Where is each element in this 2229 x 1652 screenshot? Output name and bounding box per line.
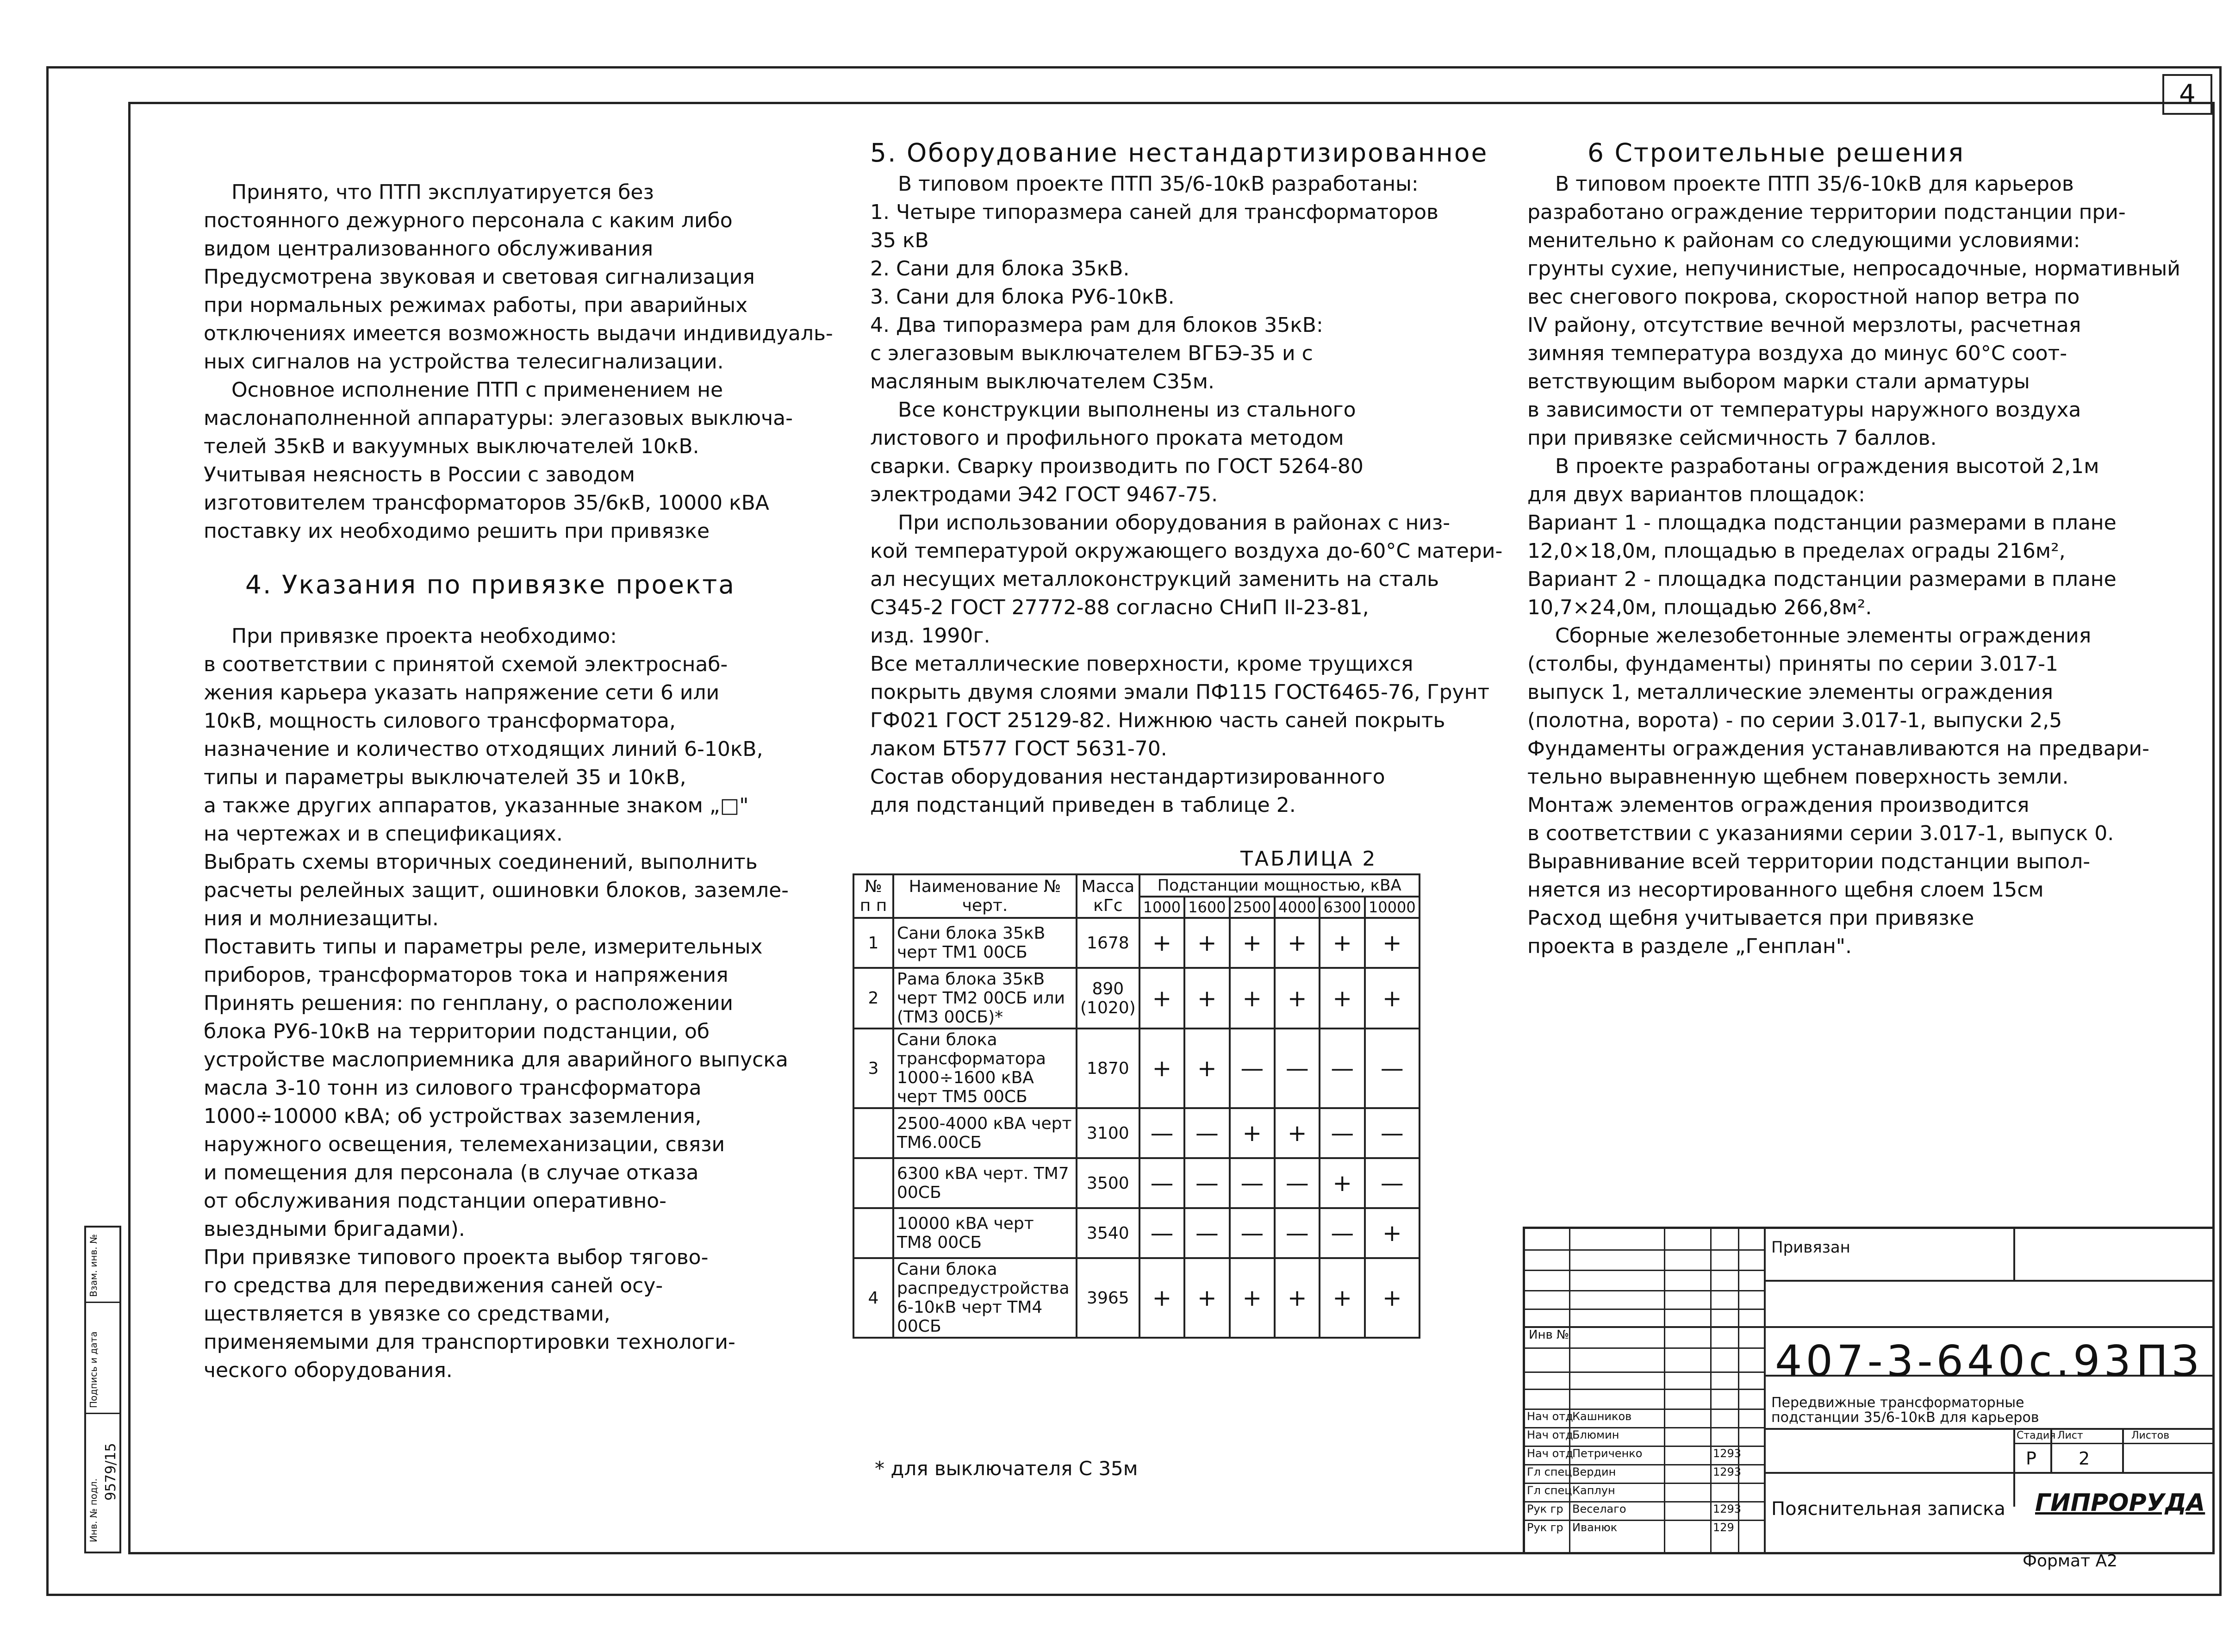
- row-mark: +: [1230, 918, 1275, 968]
- row-mark: —: [1320, 1108, 1364, 1158]
- section5-line: При использовании оборудования в районах с низ-: [898, 511, 1451, 535]
- section5-line: с элегазовым выключателем ВГБЭ-35 и с: [870, 342, 1313, 365]
- side-cell-sign: [86, 1302, 119, 1414]
- th-name: Наименование № черт.: [893, 874, 1077, 918]
- table-row: [853, 918, 1420, 968]
- th-mass: Масса кГс: [1077, 874, 1139, 918]
- section6-line: (полотна, ворота) - по серии 3.017-1, выпуски 2,5: [1527, 709, 2062, 732]
- power-header-cell: 1600: [1184, 897, 1229, 918]
- section5-line: 1. Четыре типоразмера саней для трансформаторов: [870, 200, 1438, 224]
- section4-line: ческого оборудования.: [204, 1359, 453, 1382]
- row-mark: —: [1365, 1029, 1420, 1108]
- row-mark: —: [1365, 1108, 1420, 1158]
- section4-line: 10кВ, мощность силового трансформатора,: [204, 709, 676, 733]
- section5-line: сварки. Сварку производить по ГОСТ 5264-80: [870, 455, 1364, 478]
- table-body: [853, 918, 1420, 1338]
- row-mass: 3965: [1077, 1258, 1139, 1338]
- signature-name: Кашников: [1572, 1410, 1632, 1423]
- row-number: [853, 1108, 893, 1158]
- row-mark: —: [1139, 1158, 1184, 1208]
- section6-line: разработано ограждение территории подстанции при-: [1527, 200, 2126, 224]
- title-line-2: подстанции 35/6-10кВ для карьеров: [1771, 1409, 2039, 1426]
- row-mark: +: [1184, 918, 1229, 968]
- section6-line: Вариант 1 - площадка подстанции размерами в плане: [1527, 511, 2117, 535]
- section6-line: для двух вариантов площадок:: [1527, 483, 1865, 506]
- row-mark: +: [1365, 1208, 1420, 1258]
- table-row: [853, 968, 1420, 1029]
- section6-line: ветствующим выбором марки стали арматуры: [1527, 370, 2030, 393]
- power-header-cell: 2500: [1230, 897, 1275, 918]
- power-header-cell: 1000: [1139, 897, 1184, 918]
- page-number: 4: [2162, 74, 2212, 115]
- intro-line: изготовителем трансформаторов 35/6кВ, 10000 кВА: [204, 491, 769, 515]
- row-mass: 890 (1020): [1077, 968, 1139, 1029]
- signature-role: Гл спец: [1527, 1465, 1572, 1478]
- row-mark: —: [1230, 1029, 1275, 1108]
- intro-line: телей 35кВ и вакуумных выключателей 10кВ.: [204, 435, 699, 458]
- table-row: [853, 1258, 1420, 1338]
- section6-line: при привязке сейсмичность 7 баллов.: [1527, 426, 1937, 450]
- signature-name: Вердин: [1572, 1465, 1616, 1478]
- row-mass: 3500: [1077, 1158, 1139, 1208]
- section4-line: устройстве маслоприемника для аварийного выпуска: [204, 1048, 788, 1072]
- stage-value: Р: [2026, 1448, 2036, 1469]
- signature-date: 1293: [1713, 1502, 1742, 1515]
- signature-name: Блюмин: [1572, 1428, 1619, 1441]
- row-mark: —: [1275, 1208, 1320, 1258]
- section6-line: IV району, отсутствие вечной мерзлоты, расчетная: [1527, 313, 2081, 337]
- intro-line: маслонаполненной аппаратуры: элегазовых выключа-: [204, 406, 793, 430]
- row-mark: +: [1184, 1029, 1229, 1108]
- row-name: Сани блока трансформатора 1000÷1600 кВА черт ТМ5 00СБ: [893, 1029, 1077, 1108]
- intro-line: постоянного дежурного персонала с каким либо: [204, 209, 733, 232]
- row-mark: +: [1320, 1258, 1364, 1338]
- section6-line: менительно к районам со следующими условиями:: [1527, 229, 2080, 252]
- section5-title: 5. Оборудование нестандартизированное: [870, 138, 1488, 168]
- side-inv-value: 9579/15: [103, 1443, 119, 1501]
- signature-name: Иванюк: [1572, 1521, 1618, 1534]
- format-label: Формат А2: [2023, 1552, 2118, 1571]
- section4-line: масла 3-10 тонн из силового трансформатора: [204, 1076, 702, 1100]
- intro-line: Учитывая неясность в России с заводом: [204, 463, 635, 486]
- row-name: 2500-4000 кВА черт ТМ6.00СБ: [893, 1108, 1077, 1158]
- signature-name: Петриченко: [1572, 1447, 1643, 1460]
- intro-line: ных сигналов на устройства телесигнализации.: [204, 350, 724, 374]
- row-mark: —: [1365, 1158, 1420, 1208]
- intro-line: видом централизованного обслуживания: [204, 237, 654, 261]
- section4-line: При привязке типового проекта выбор тягово-: [204, 1246, 709, 1269]
- signature-date: 129: [1713, 1521, 1734, 1534]
- row-mark: +: [1184, 968, 1229, 1029]
- row-number: [853, 1158, 893, 1208]
- section6-line: В проекте разработаны ограждения высотой 2,1м: [1555, 455, 2099, 478]
- row-mark: +: [1230, 1108, 1275, 1158]
- signature-role: Рук гр: [1527, 1521, 1563, 1534]
- section6-line: Фундаменты ограждения устанавливаются на предвари-: [1527, 737, 2149, 761]
- section6-line: Выравнивание всей территории подстанции выпол-: [1527, 850, 2091, 873]
- row-name: Сани блока 35кВ черт ТМ1 00СБ: [893, 918, 1077, 968]
- row-number: 3: [853, 1029, 893, 1108]
- section4-line: При привязке проекта необходимо:: [231, 624, 617, 648]
- row-mark: +: [1320, 968, 1364, 1029]
- left-column: [204, 178, 833, 1384]
- row-mark: +: [1139, 1258, 1184, 1338]
- sheet-label: Лист: [2057, 1430, 2083, 1441]
- section6-line: 10,7×24,0м, площадью 266,8м².: [1527, 596, 1872, 619]
- section6-line: Вариант 2 - площадка подстанции размерами в плане: [1527, 567, 2117, 591]
- row-name: 6300 кВА черт. ТМ7 00СБ: [893, 1158, 1077, 1208]
- section4-line: приборов, трансформаторов тока и напряжения: [204, 963, 728, 987]
- side-cell-inv: [86, 1413, 119, 1548]
- row-mark: —: [1230, 1208, 1275, 1258]
- section4-line: Поставить типы и параметры реле, измерительных: [204, 935, 763, 959]
- section6-line: проекта в разделе „Генплан".: [1527, 935, 1852, 958]
- section6-title: 6 Строительные решения: [1588, 138, 1965, 168]
- section4-line: блока РУ6-10кВ на территории подстанции, об: [204, 1020, 710, 1043]
- section6-line: в соответствии с указаниями серии 3.017-1, выпуск 0.: [1527, 822, 2114, 845]
- section5-line: Состав оборудования нестандартизированного: [870, 765, 1385, 789]
- section4-line: Выбрать схемы вторичных соединений, выполнить: [204, 850, 758, 874]
- th-power: Подстанции мощностью, кВА: [1139, 874, 1420, 897]
- section4-line: расчеты релейных защит, ошиновки блоков, заземле-: [204, 879, 789, 902]
- stage-label: Стадия: [2017, 1430, 2056, 1441]
- signature-name: Веселаго: [1572, 1502, 1626, 1515]
- section6-line: зимняя температура воздуха до минус 60°С соот-: [1527, 342, 2067, 365]
- row-mark: +: [1139, 918, 1184, 968]
- signature-name: Каплун: [1572, 1484, 1615, 1497]
- section5-line: 4. Два типоразмера рам для блоков 35кВ:: [870, 313, 1323, 337]
- signature-role: Нач отд: [1527, 1447, 1573, 1460]
- intro-line: при нормальных режимах работы, при аварийных: [204, 293, 748, 317]
- document-code: 407-3-640с.93: [1775, 1336, 2135, 1386]
- equipment-table: [853, 873, 1420, 1339]
- signature-role: Гл спец: [1527, 1484, 1572, 1497]
- section5-line: покрыть двумя слоями эмали ПФ115 ГОСТ6465-76, Грунт: [870, 680, 1490, 704]
- row-mark: +: [1230, 968, 1275, 1029]
- section4-line: от обслуживания подстанции оперативно-: [204, 1189, 667, 1213]
- sheet-value: 2: [2079, 1448, 2090, 1469]
- intro-line: поставку их необходимо решить при привязке: [204, 519, 710, 543]
- right-column: [1527, 138, 2180, 960]
- side-label-sign: Подпись и дата: [88, 1331, 99, 1408]
- row-mark: +: [1275, 968, 1320, 1029]
- section4-line: го средства для передвижения саней осу-: [204, 1274, 663, 1297]
- section4-title: 4. Указания по привязке проекта: [245, 570, 735, 599]
- side-label-inv: Инв. № подл.: [88, 1478, 99, 1542]
- intro-line: отключениях имеется возможность выдачи индивидуаль-: [204, 322, 833, 345]
- intro-line: Основное исполнение ПТП с применением не: [231, 378, 723, 402]
- section6-line: няется из несортированного щебня слоем 15см: [1527, 878, 2044, 902]
- inv-label: Инв №: [1529, 1328, 1569, 1342]
- section5-line: В типовом проекте ПТП 35/6-10кВ разработаны:: [898, 172, 1419, 196]
- section4-line: а также других аппаратов, указанные знаком „□": [204, 794, 749, 817]
- row-mass: 1678: [1077, 918, 1139, 968]
- row-mark: —: [1275, 1029, 1320, 1108]
- section5-line: ал несущих металлоконструкций заменить на сталь: [870, 567, 1439, 591]
- document-type: ПЗ: [2136, 1336, 2203, 1386]
- organization-logo: ГИПРОРУДА: [2035, 1489, 2205, 1517]
- table-row: [853, 1208, 1420, 1258]
- row-mark: —: [1184, 1158, 1229, 1208]
- side-cell-replace: [86, 1228, 119, 1303]
- row-mark: —: [1139, 1108, 1184, 1158]
- section4-line: в соответствии с принятой схемой электроснаб-: [204, 653, 728, 676]
- table-row: [853, 1029, 1420, 1108]
- row-name: Сани блока распредустройства 6-10кВ черт ТМ4 00СБ: [893, 1258, 1077, 1338]
- power-header-cell: 10000: [1365, 897, 1420, 918]
- signature-date: 1293: [1713, 1465, 1742, 1478]
- row-name: Рама блока 35кВ черт ТМ2 00СБ или (ТМ3 00СБ)*: [893, 968, 1077, 1029]
- section5-line: С345-2 ГОСТ 27772-88 согласно СНиП II-23-81,: [870, 596, 1369, 619]
- row-number: [853, 1208, 893, 1258]
- row-mark: +: [1365, 918, 1420, 968]
- section4-line: и помещения для персонала (в случае отказа: [204, 1161, 699, 1184]
- section4-line: жения карьера указать напряжение сети 6 или: [204, 681, 720, 704]
- section6-line: грунты сухие, непучинистые, непросадочные, нормативный: [1527, 257, 2180, 281]
- row-mark: +: [1365, 1258, 1420, 1338]
- section4-text: [204, 622, 805, 1384]
- power-header-cell: 4000: [1275, 897, 1320, 918]
- row-mass: 3100: [1077, 1108, 1139, 1158]
- signature-date: 1293: [1713, 1447, 1742, 1460]
- section5-text: [870, 170, 1503, 819]
- section5-line: лаком БТ577 ГОСТ 5631-70.: [870, 737, 1167, 761]
- section5-line: масляным выключателем С35м.: [870, 370, 1214, 393]
- intro-line: Принято, что ПТП эксплуатируется без: [231, 181, 654, 204]
- signature-role: Нач отд: [1527, 1428, 1573, 1441]
- row-mark: +: [1139, 968, 1184, 1029]
- table-row: [853, 1108, 1420, 1158]
- row-mass: 3540: [1077, 1208, 1139, 1258]
- row-mark: —: [1184, 1208, 1229, 1258]
- table-footnote: * для выключателя С 35м: [875, 1457, 1138, 1480]
- section6-text: [1527, 170, 2180, 960]
- row-mark: —: [1320, 1029, 1364, 1108]
- privyazan-label: Привязан: [1771, 1238, 1850, 1257]
- row-number: 1: [853, 918, 893, 968]
- table-row: [853, 1158, 1420, 1208]
- intro-line: Предусмотрена звуковая и световая сигнализация: [204, 265, 755, 289]
- row-mark: +: [1320, 918, 1364, 968]
- row-mass: 1870: [1077, 1029, 1139, 1108]
- signature-role: Нач отд: [1527, 1410, 1573, 1423]
- row-mark: +: [1275, 1108, 1320, 1158]
- section5-line: Все металлические поверхности, кроме трущихся: [870, 652, 1413, 676]
- section4-line: применяемыми для транспортировки технологи-: [204, 1330, 735, 1354]
- section6-line: Монтаж элементов ограждения производится: [1527, 793, 2030, 817]
- section5-line: изд. 1990г.: [870, 624, 990, 648]
- section4-line: ществляется в увязке со средствами,: [204, 1302, 610, 1326]
- signature-role: Рук гр: [1527, 1502, 1563, 1515]
- section6-line: вес снегового покрова, скоростной напор ветра по: [1527, 285, 2080, 309]
- section4-line: типы и параметры выключателей 35 и 10кВ,: [204, 766, 686, 789]
- section4-line: Принять решения: по генплану, о расположении: [204, 991, 734, 1015]
- section6-line: В типовом проекте ПТП 35/6-10кВ для карьеров: [1555, 172, 2074, 196]
- section5-line: электродами Э42 ГОСТ 9467-75.: [870, 483, 1218, 506]
- row-mark: —: [1230, 1158, 1275, 1208]
- section5-line: для подстанций приведен в таблице 2.: [870, 793, 1296, 817]
- row-mark: —: [1275, 1158, 1320, 1208]
- section5-line: ГФ021 ГОСТ 25129-82. Нижнюю часть саней покрыть: [870, 709, 1445, 732]
- row-mark: +: [1275, 918, 1320, 968]
- section5-line: листового и профильного проката методом: [870, 426, 1344, 450]
- row-mark: —: [1320, 1208, 1364, 1258]
- section5-line: 2. Сани для блока 35кВ.: [870, 257, 1130, 281]
- row-number: 4: [853, 1258, 893, 1338]
- document-name: Пояснительная записка: [1771, 1498, 2005, 1520]
- section4-line: ния и молниезащиты.: [204, 907, 439, 930]
- section4-line: на чертежах и в спецификациях.: [204, 822, 563, 846]
- section5-line: Все конструкции выполнены из стального: [898, 398, 1356, 422]
- row-mark: +: [1365, 968, 1420, 1029]
- section6-line: в зависимости от температуры наружного воздуха: [1527, 398, 2081, 422]
- table-caption: ТАБЛИЦА 2: [1240, 847, 1377, 871]
- section5-line: 3. Сани для блока РУ6-10кВ.: [870, 285, 1175, 309]
- section4-line: наружного освещения, телемеханизации, связи: [204, 1133, 725, 1156]
- section6-line: тельно выравненную щебнем поверхность земли.: [1527, 765, 2069, 789]
- middle-column: [870, 138, 1503, 819]
- section6-line: 12,0×18,0м, площадью в пределах ограды 216м²,: [1527, 539, 2066, 563]
- section6-line: (столбы, фундаменты) приняты по серии 3.017-1: [1527, 652, 2059, 676]
- row-mark: +: [1275, 1258, 1320, 1338]
- row-mark: +: [1230, 1258, 1275, 1338]
- side-stamp: [84, 1226, 121, 1553]
- section6-line: Расход щебня учитывается при привязке: [1527, 906, 1974, 930]
- row-number: 2: [853, 968, 893, 1029]
- section6-line: Сборные железобетонные элементы ограждения: [1555, 624, 2092, 648]
- section4-line: 1000÷10000 кВА; об устройствах заземления,: [204, 1104, 702, 1128]
- row-mark: —: [1139, 1208, 1184, 1258]
- title-line-1: Передвижные трансформаторные: [1771, 1395, 2024, 1411]
- row-mark: —: [1184, 1108, 1229, 1158]
- title-block: [1523, 1227, 2215, 1554]
- section4-line: назначение и количество отходящих линий 6-10кВ,: [204, 737, 763, 761]
- power-header-cell: 6300: [1320, 897, 1364, 918]
- sheets-label: Листов: [2131, 1430, 2170, 1441]
- section6-line: выпуск 1, металлические элементы ограждения: [1527, 680, 2054, 704]
- intro-text: [204, 178, 833, 545]
- section4-line: выездными бригадами).: [204, 1217, 465, 1241]
- section5-line: 35 кВ: [870, 229, 929, 252]
- row-mark: +: [1139, 1029, 1184, 1108]
- th-num: № п п: [853, 874, 893, 918]
- row-mark: +: [1320, 1158, 1364, 1208]
- section5-line: кой температурой окружающего воздуха до-60°С матери-: [870, 539, 1503, 563]
- row-name: 10000 кВА черт ТМ8 00СБ: [893, 1208, 1077, 1258]
- side-label-replace: Взам. инв. №: [88, 1234, 99, 1297]
- row-mark: +: [1184, 1258, 1229, 1338]
